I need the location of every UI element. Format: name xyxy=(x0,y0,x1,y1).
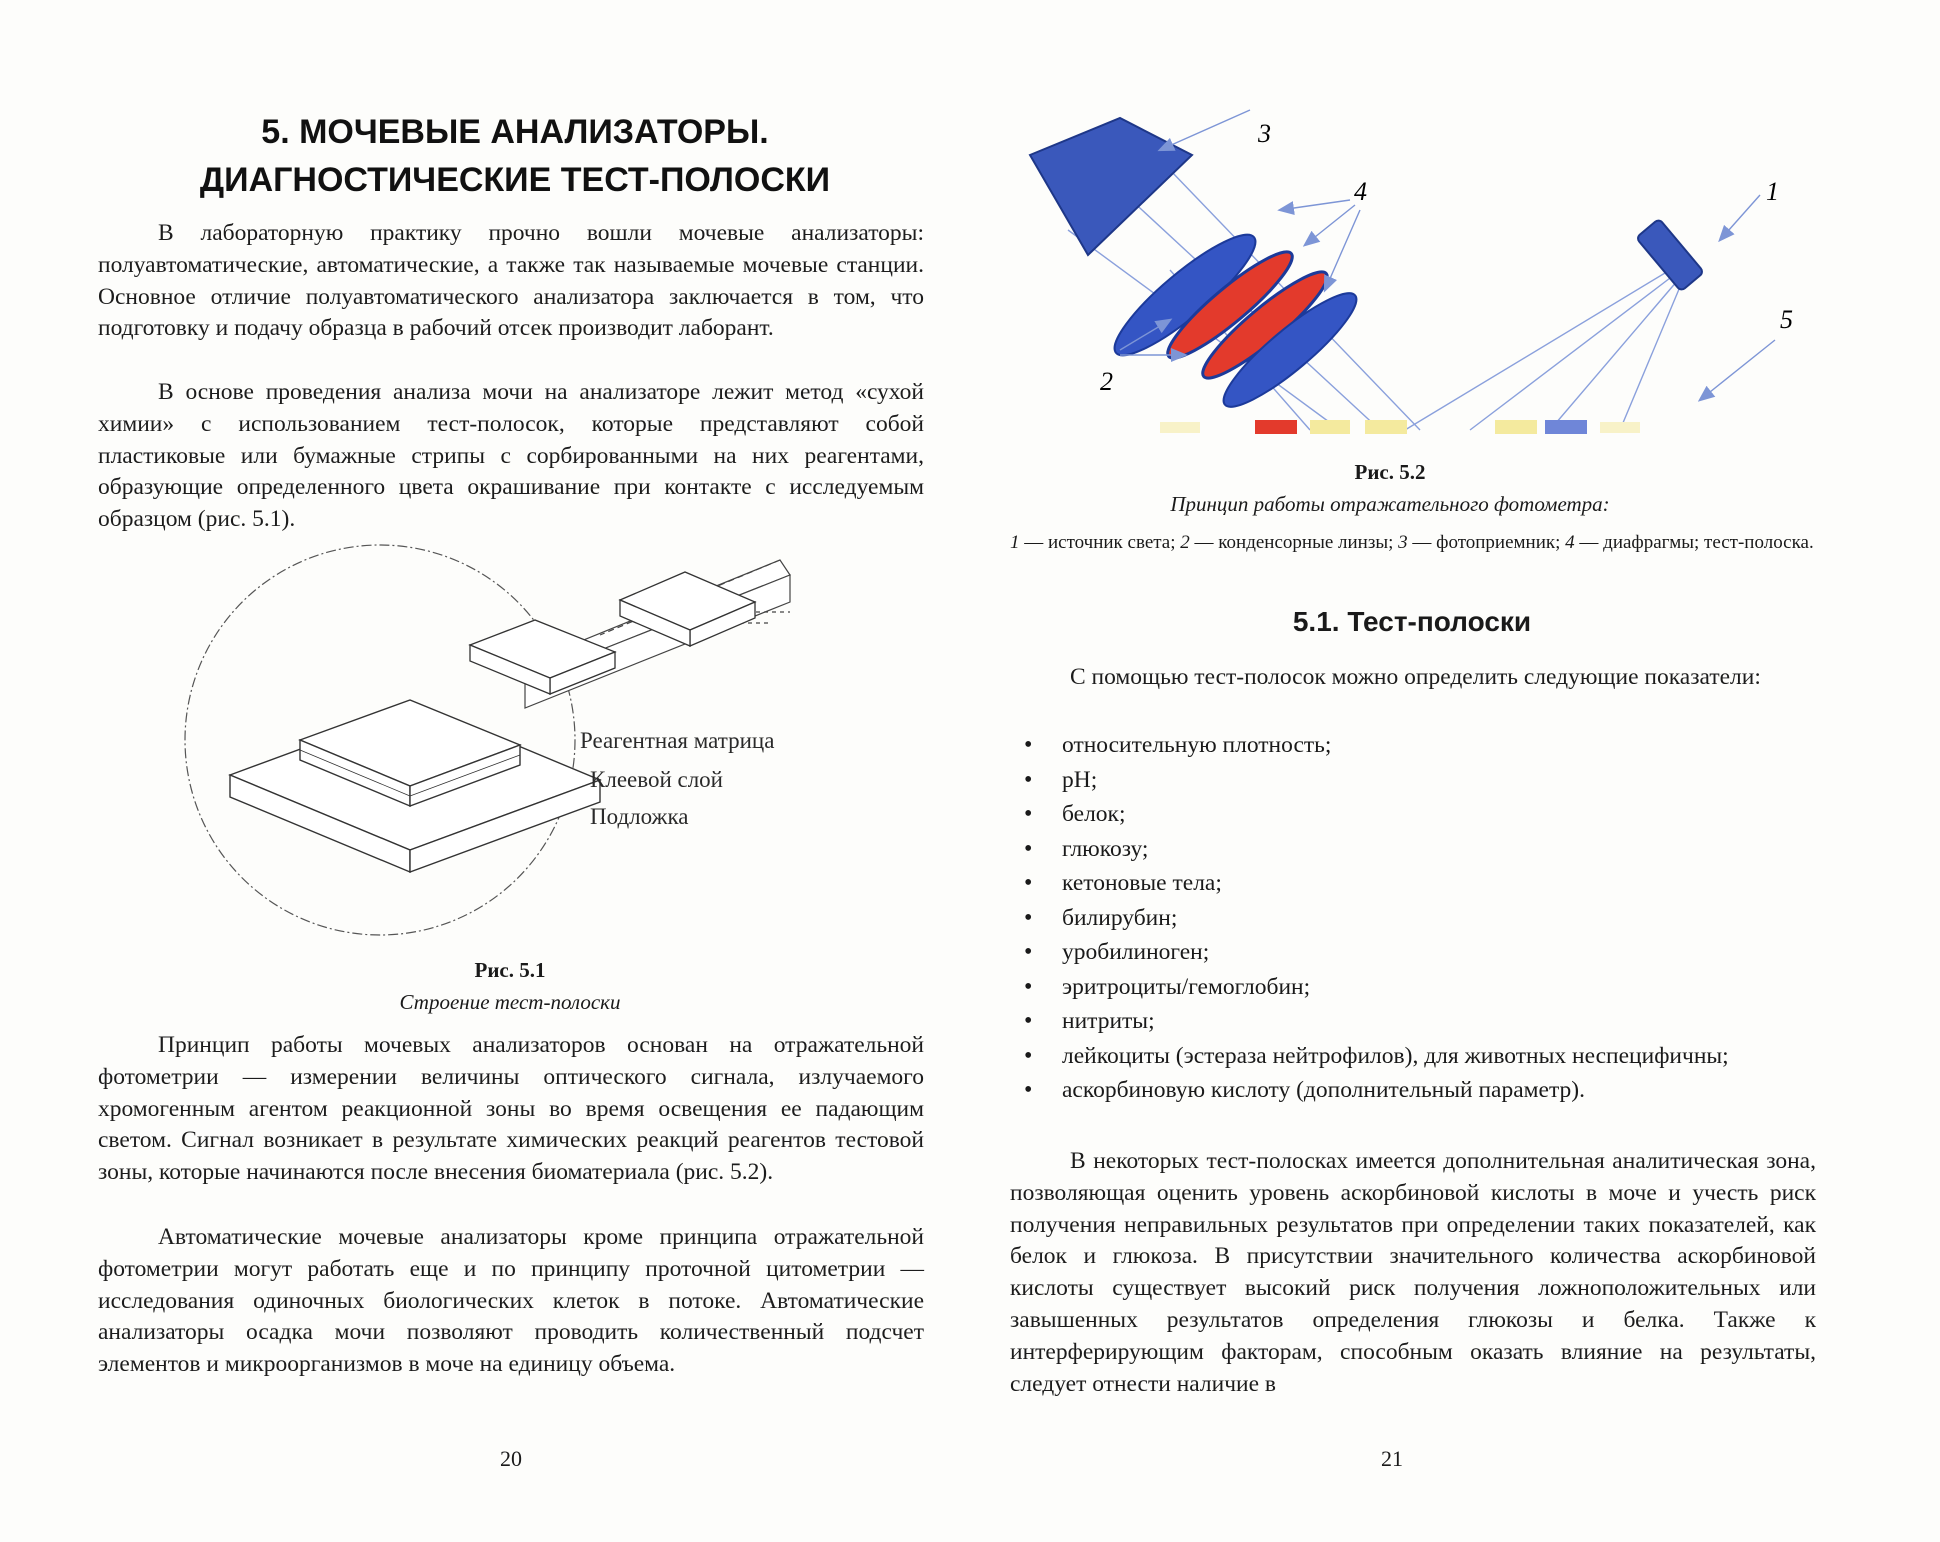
list-item: • уробилиноген; xyxy=(1010,935,1816,970)
list-item: • эритроциты/гемоглобин; xyxy=(1010,970,1816,1005)
legend-text-2: — конденсорные линзы; xyxy=(1189,532,1399,553)
legend-num-3: 3 xyxy=(1398,532,1408,553)
figure-2-title: Принцип работы отражательного фотометра: xyxy=(1170,492,1610,516)
condenser-lenses xyxy=(1102,220,1368,420)
list-item: • лейкоциты (эстераза нейтрофилов), для животных неспецифичны; xyxy=(1010,1039,1816,1074)
callout-4: 4 xyxy=(1354,177,1367,206)
layer-label-reagent: Реагентная матрица xyxy=(580,728,775,753)
light-source xyxy=(1636,219,1704,292)
list-item: • нитриты; xyxy=(1010,1004,1816,1039)
layer-label-adhesive: Клеевой слой xyxy=(590,767,723,792)
reagent-pad-middle xyxy=(470,620,615,694)
legend-num-2: 2 xyxy=(1180,532,1190,553)
paragraph-dry-chemistry: В основе проведения анализа мочи на анализаторе лежит метод «сухой химии» с использованием тест-полосок, которые представляют собой пластиковые или бумажные стрипы с сорбированными на них реагентами, образующие определенного цвета окрашивание при контакте с исследуемым образцом (рис. 5.1). xyxy=(98,379,924,533)
figure-2-label: Рис. 5.2 xyxy=(1354,460,1426,484)
callout-1: 1 xyxy=(1766,177,1779,206)
figure-2-legend xyxy=(1010,528,1814,557)
legend-text-1: — источник света; xyxy=(1019,532,1181,553)
list-item: • глюкозу; xyxy=(1010,832,1816,867)
list-item: • белок; xyxy=(1010,797,1816,832)
list-item: • билирубин; xyxy=(1010,901,1816,936)
list-item: • кетоновые тела; xyxy=(1010,866,1816,901)
figure-1-title: Строение тест-полоски xyxy=(399,990,621,1014)
paragraph-automatic: Автоматические мочевые анализаторы кроме принципа отражательной фотометрии могут работать еще и по принципу проточной цитометрии — исследования одиночных биологических клеток в потоке. Автоматические анализаторы осадка мочи позволяют проводить количественный подсчет элементов и микроорганизмов в моче на единицу объема. xyxy=(98,1224,924,1378)
test-strip-figure xyxy=(180,540,860,940)
photometer-figure xyxy=(1010,100,1810,440)
indicator-list xyxy=(1010,728,1816,1108)
callout-2: 2 xyxy=(1100,367,1113,396)
page-number-right: 21 xyxy=(1381,1446,1403,1471)
test-strip-pads xyxy=(1160,420,1640,434)
paragraph-photometry: Принцип работы мочевых анализаторов основан на отражательной фотометрии — измерении величины оптического сигнала, излучаемого хромогенным агентом реакционной зоны во время освещения ее падающим светом. Сигнал возникает в результате химических реакций реагентов тестовой зоны, которые начинаются после внесения биоматериала (рис. 5.2). xyxy=(98,1032,924,1186)
right-page xyxy=(970,0,1940,1542)
legend-num-1: 1 xyxy=(1010,532,1020,553)
layer-label-substrate: Подложка xyxy=(590,804,689,829)
paragraph-indicators-intro: С помощью тест-полосок можно определить следующие показатели: xyxy=(1070,664,1761,690)
section-title: 5.1. Тест-полоски xyxy=(1292,606,1532,637)
legend-text-4: — диафрагмы; тест-полоска. xyxy=(1574,532,1814,553)
page-number-left: 20 xyxy=(500,1446,522,1471)
figure-1-label: Рис. 5.1 xyxy=(474,958,546,982)
legend-text-3: — фотоприемник; xyxy=(1407,532,1566,553)
list-item: • относительную плотность; xyxy=(1010,728,1816,763)
callout-5: 5 xyxy=(1780,305,1793,334)
list-item: • pH; xyxy=(1010,763,1816,798)
chapter-title-line-2: ДИАГНОСТИЧЕСКИЕ ТЕСТ-ПОЛОСКИ xyxy=(199,161,831,199)
paragraph-intro: В лабораторную практику прочно вошли мочевые анализаторы: полуавтоматические, автоматические, а также так называемые мочевые станции. Основное отличие полуавтоматического анализатора заключается в том, что подготовку и подачу образца в рабочий отсек производит лаборант. xyxy=(98,220,924,342)
chapter-title-line-1: 5. МОЧЕВЫЕ АНАЛИЗАТОРЫ. xyxy=(261,113,769,151)
legend-num-4: 4 xyxy=(1565,532,1575,553)
list-item: • аскорбиновую кислоту (дополнительный параметр). xyxy=(1010,1073,1816,1108)
callout-3: 3 xyxy=(1258,119,1271,148)
chapter-title xyxy=(100,108,930,204)
paragraph-ascorbic: В некоторых тест-полосках имеется дополнительная аналитическая зона, позволяющая оценить уровень аскорбиновой кислоты в моче и учесть риск получения неправильных результатов при определении таких показателей, как белок и глюкоза. В присутствии значительного количества аскорбиновой кислоты существует высокий риск получения ложноположительных или завышенных результатов определения глюкозы и белка. Также к интерферирующим факторам, способным оказать влияние на результаты, следует отнести наличие в xyxy=(1010,1148,1816,1397)
